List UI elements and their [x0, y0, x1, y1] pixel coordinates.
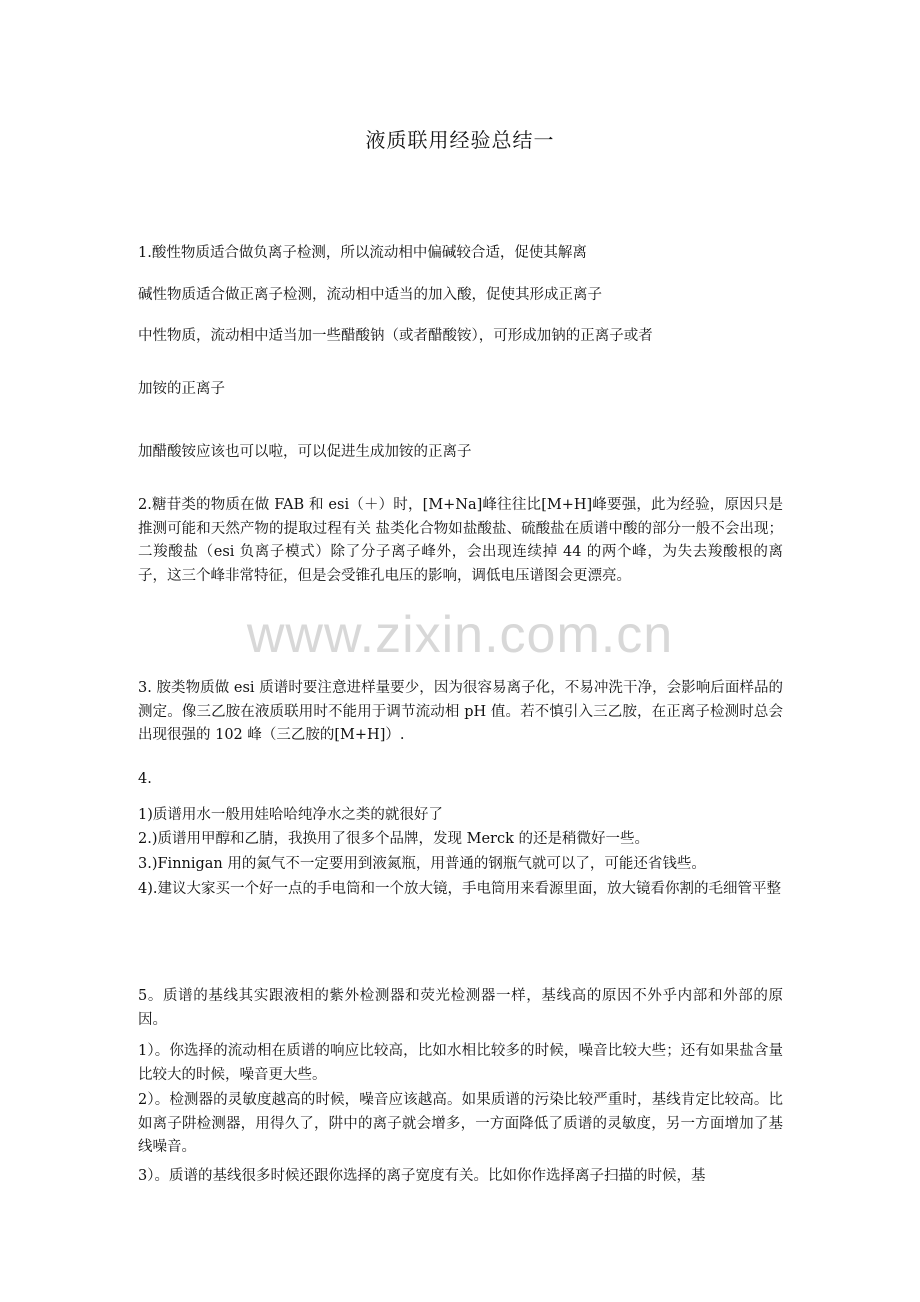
section1-line2: 碱性物质适合做正离子检测，流动相中适当的加入酸，促使其形成正离子 — [138, 287, 602, 303]
section5-item3: 3）。质谱的基线很多时候还跟你选择的离子宽度有关。比如你作选择离子扫描的时候，基 — [138, 1168, 706, 1184]
section4-item1: 1)质谱用水一般用娃哈哈纯净水之类的就很好了 — [138, 807, 443, 823]
section5-item2: 2）。检测器的灵敏度越高的时候，噪音应该越高。如果质谱的污染比较严重时，基线肯定比较高。比如离子阱检测器，用得久了，阱中的离子就会增多，一方面降低了质谱的灵敏度，另一方面增加了基线噪音。 — [138, 1092, 783, 1155]
section5-intro: 5。质谱的基线其实跟液相的紫外检测器和荧光检测器一样，基线高的原因不外乎内部和外部的原因。 — [138, 988, 783, 1028]
page-title: 液质联用经验总结一 — [365, 128, 555, 152]
section3-paragraph: 3. 胺类物质做 esi 质谱时要注意进样量要少，因为很容易离子化，不易冲洗干净，会影响后面样品的测定。像三乙胺在液质联用时不能用于调节流动相 pH 值。若不慎引入三乙胺，在正离子检测时总会出现很强的 102 峰（三乙胺的[M+H]）. — [138, 680, 783, 743]
section2-paragraph: 2.糖苷类的物质在做 FAB 和 esi（＋）时，[M+Na]峰往往比[M+H]峰要强，此为经验，原因只是推测可能和天然产物的提取过程有关 盐类化合物如盐酸盐、硫酸盐在质谱中酸的部分一般不会出现；二羧酸盐（esi 负离子模式）除了分子离子峰外，会出现连续掉 44 的两个峰，为失去羧酸根的离子，这三个峰非常特征，但是会受锥孔电压的影响，调低电压谱图会更漂亮。 — [138, 497, 783, 584]
section1-line3: 中性物质，流动相中适当加一些醋酸钠（或者醋酸铵），可形成加钠的正离子或者 — [138, 328, 653, 344]
section1-line5: 加醋酸铵应该也可以啦，可以促进生成加铵的正离子 — [138, 444, 472, 460]
section1-line4: 加铵的正离子 — [138, 381, 225, 397]
section4-item3: 3.)Finnigan 用的氮气不一定要用到液氮瓶，用普通的钢瓶气就可以了，可能还省钱些。 — [138, 856, 706, 872]
section1-line1: 1.酸性物质适合做负离子检测，所以流动相中偏碱较合适，促使其解离 — [138, 245, 587, 261]
section5-item1: 1）。你选择的流动相在质谱的响应比较高，比如水相比较多的时候，噪音比较大些；还有如果盐含量比较大的时候，噪音更大些。 — [138, 1043, 783, 1083]
section4-item4: 4).建议大家买一个好一点的手电筒和一个放大镜，手电筒用来看源里面，放大镜看你割的毛细管平整 — [138, 881, 781, 897]
section4-item2: 2.)质谱用甲醇和乙腈，我换用了很多个品牌，发现 Merck 的还是稍微好一些。 — [138, 831, 649, 847]
watermark: www.zixin.com.cn — [246, 606, 674, 664]
section4-heading: 4. — [138, 771, 152, 787]
